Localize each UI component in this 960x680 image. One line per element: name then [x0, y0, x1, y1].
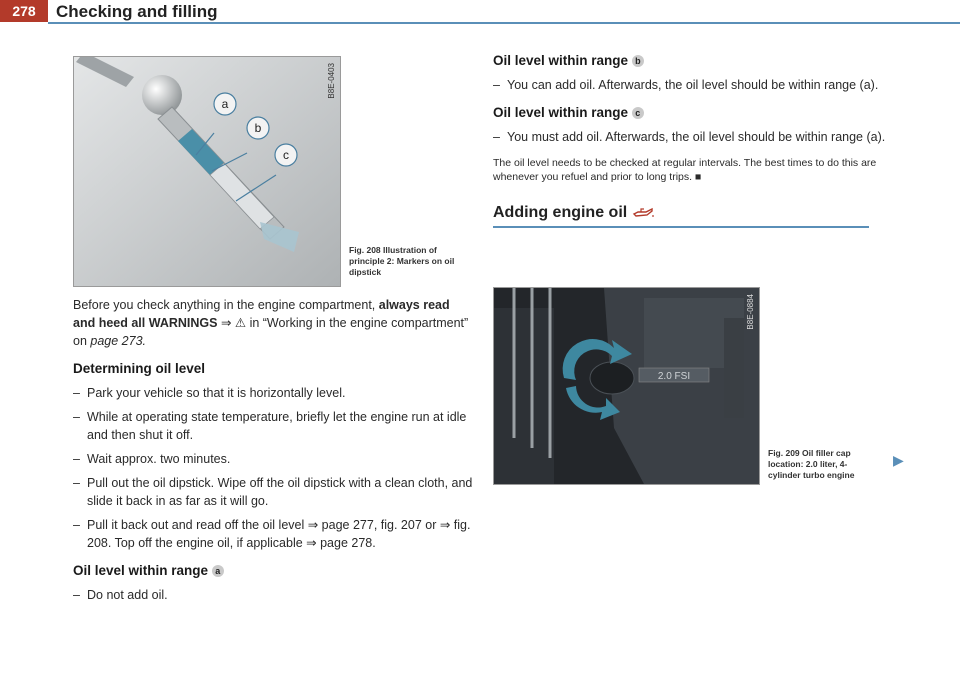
range-a-steps	[73, 586, 473, 604]
determining-oil-level-heading: Determining oil level	[73, 361, 206, 376]
marker-c-label: c	[283, 148, 289, 162]
dipstick-illustration	[74, 57, 340, 286]
header-rule	[48, 22, 960, 24]
list-item: – Do not add oil.	[73, 586, 473, 604]
figure-code: B8E-0884	[746, 294, 755, 330]
left-column	[73, 296, 473, 610]
right-column	[493, 52, 893, 228]
list-item: – Pull out the oil dipstick. Wipe off the oil dipstick with a clean cloth, and slide it back in as far as it will go.	[73, 474, 473, 510]
list-item: – Wait approx. two minutes.	[73, 450, 473, 468]
page-title: Checking and filling	[56, 2, 218, 21]
range-a-heading: Oil level within range a	[73, 562, 473, 580]
figure-208-caption: Fig. 208 Illustration of principle 2: Markers on oil dipstick	[349, 245, 455, 277]
list-item: – While at operating state temperature, briefly let the engine run at idle and then shut it off.	[73, 408, 473, 444]
page-number: 278	[0, 0, 48, 22]
marker-b-label: b	[254, 121, 262, 135]
engine-photo-illustration	[494, 288, 759, 484]
marker-c-badge: c	[632, 107, 644, 119]
next-page-arrow-icon: ▶	[893, 452, 904, 468]
adding-engine-oil-heading: Adding engine oil	[493, 204, 893, 222]
figure-code: B8E-0403	[327, 63, 336, 99]
engine-badge-label: 2.0 FSI	[657, 371, 691, 382]
range-c-heading: Oil level within range c	[493, 104, 893, 122]
marker-b-badge: b	[632, 55, 644, 67]
determining-steps-list	[73, 384, 473, 552]
range-c-steps	[493, 128, 893, 146]
marker-a-label: a	[221, 97, 229, 111]
intro-paragraph: Before you check anything in the engine compartment, always read and heed all WARNINGS ⇒ ⚠ in “Working in the engine compartment” on page 273.	[73, 298, 469, 348]
oil-can-icon	[632, 207, 654, 219]
list-item: – Park your vehicle so that it is horizontally level.	[73, 384, 473, 402]
figure-209-caption: Fig. 209 Oil filler cap location: 2.0 liter, 4-cylinder turbo engine	[768, 448, 855, 480]
range-b-heading: Oil level within range b	[493, 52, 893, 70]
figure-208-dipstick	[73, 56, 341, 287]
marker-a-badge: a	[212, 565, 224, 577]
figure-209-engine	[493, 287, 760, 485]
oil-check-note: The oil level needs to be checked at regular intervals. The best times to do this are whenever you refuel and prior to long trips. ■	[493, 157, 877, 183]
list-item: – Pull it back out and read off the oil level ⇒ page 277, fig. 207 or ⇒ fig. 208. Top off the engine oil, if applicable ⇒ page 278.	[73, 516, 473, 552]
range-b-steps	[493, 76, 893, 94]
list-item: – You must add oil. Afterwards, the oil level should be within range (a).	[493, 128, 893, 146]
list-item: – You can add oil. Afterwards, the oil level should be within range (a).	[493, 76, 893, 94]
section-rule	[493, 226, 869, 228]
